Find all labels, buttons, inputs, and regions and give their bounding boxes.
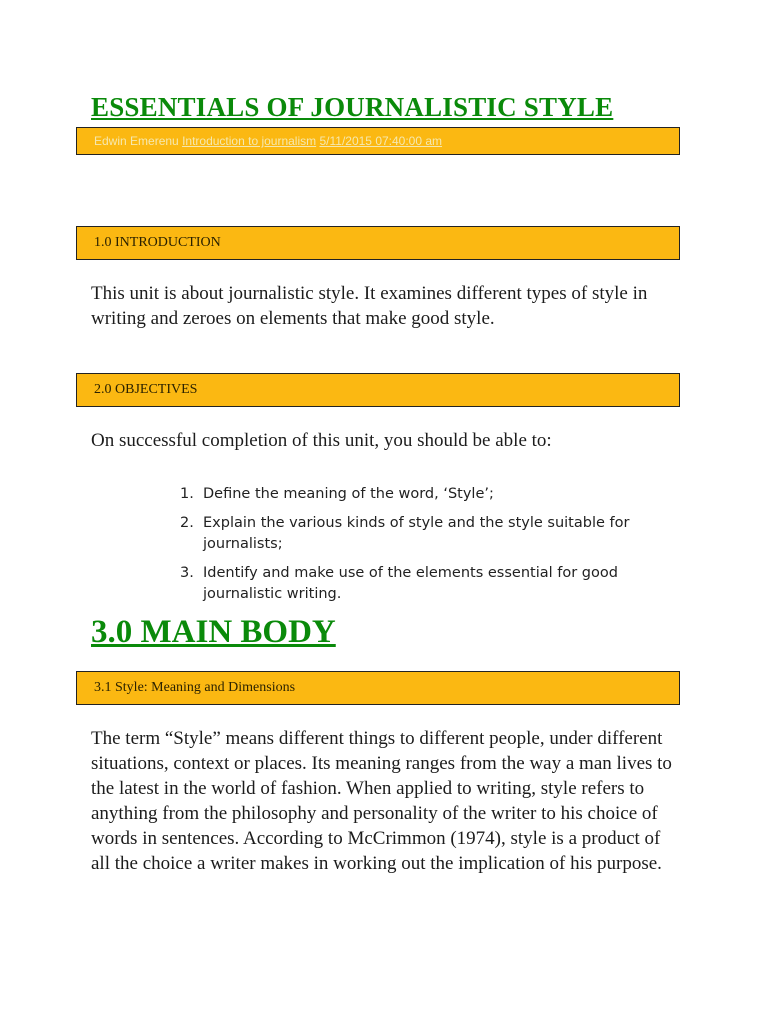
subsection-heading: 3.1 Style: Meaning and Dimensions bbox=[94, 680, 296, 695]
author-name: Edwin Emerenu bbox=[94, 134, 179, 148]
meta-bar bbox=[76, 127, 680, 155]
subsection-paragraph: The term “Style” means different things to different people, under different situations, context or places. Its meaning ranges from the way a man lives to the latest in the world of fashion. When applied to writing, style refers to anything from the philosophy and personality of the writer to his choice of words in sentences. According to McCrimmon (1974), style is a product of all the choice a writer makes in working out the implication of his purpose. bbox=[91, 728, 672, 874]
list-item bbox=[180, 513, 680, 555]
objectives-intro: On successful completion of this unit, you should be able to: bbox=[91, 430, 552, 451]
list-item-number: 3. bbox=[180, 565, 194, 581]
objectives-list bbox=[180, 484, 680, 613]
objectives-section-box bbox=[76, 373, 680, 407]
list-item-text: Define the meaning of the word, ‘Style’; bbox=[203, 486, 494, 502]
post-meta bbox=[94, 134, 442, 148]
category-link[interactable]: Introduction to journalism bbox=[182, 134, 317, 148]
objectives-heading: 2.0 OBJECTIVES bbox=[94, 382, 198, 397]
intro-paragraph: This unit is about journalistic style. It examines different types of style in writing and zeroes on elements that make good style. bbox=[91, 283, 648, 329]
list-item-number: 1. bbox=[180, 486, 194, 502]
list-item bbox=[180, 563, 680, 605]
main-body-heading: 3.0 MAIN BODY bbox=[91, 614, 336, 650]
list-item-text: Explain the various kinds of style and the style suitable for journalists; bbox=[203, 515, 630, 552]
subsection-box bbox=[76, 671, 680, 705]
intro-section-box bbox=[76, 226, 680, 260]
list-item-text: Identify and make use of the elements essential for good journalistic writing. bbox=[203, 565, 618, 602]
post-datetime-link[interactable]: 5/11/2015 07:40:00 am bbox=[319, 134, 443, 148]
intro-heading: 1.0 INTRODUCTION bbox=[94, 235, 221, 250]
document-title: ESSENTIALS OF JOURNALISTIC STYLE bbox=[91, 92, 614, 122]
list-item bbox=[180, 484, 680, 505]
list-item-number: 2. bbox=[180, 515, 194, 531]
